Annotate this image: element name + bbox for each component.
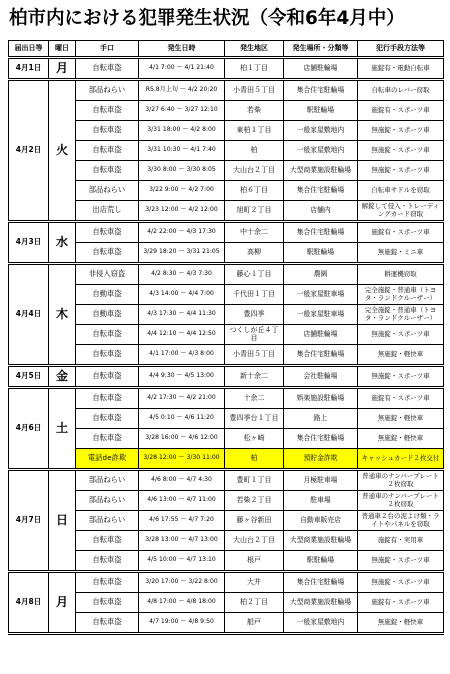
header-weekday: 曜日 bbox=[49, 41, 76, 58]
place-cell: 集合住宅駐輪場 bbox=[284, 345, 358, 366]
weekday-cell: 木 bbox=[49, 264, 76, 366]
district-cell: 旭町２丁目 bbox=[225, 201, 284, 222]
place-cell: 一般家屋敷地内 bbox=[284, 121, 358, 141]
weekday-cell: 火 bbox=[49, 80, 76, 222]
district-cell: 柏６丁目 bbox=[225, 181, 284, 201]
means-cell: 無施錠・スポーツ車 bbox=[358, 366, 444, 388]
report-date-cell: 4月5日 bbox=[9, 366, 49, 388]
place-cell: 会社駐輪場 bbox=[284, 366, 358, 388]
report-date-cell: 4月6日 bbox=[9, 388, 49, 470]
weekday-cell: 金 bbox=[49, 366, 76, 388]
header-method: 手口 bbox=[76, 41, 139, 58]
means-cell: 施錠有・実用車 bbox=[358, 531, 444, 551]
weekday-cell: 月 bbox=[49, 572, 76, 634]
method-cell: 部品ねらい bbox=[76, 470, 139, 491]
datetime-cell: 4/1 7:00 ～ 4/1 21:40 bbox=[139, 58, 225, 80]
district-cell: つくしが丘４丁目 bbox=[225, 325, 284, 345]
district-cell: 若柴 bbox=[225, 101, 284, 121]
district-cell: 中十余二 bbox=[225, 222, 284, 243]
table-row bbox=[9, 366, 444, 388]
datetime-cell: 4/2 17:30 ～ 4/2 21:00 bbox=[139, 388, 225, 409]
means-cell: 施錠有・スポーツ車 bbox=[358, 101, 444, 121]
means-cell: 無施錠・スポーツ車 bbox=[358, 551, 444, 572]
page-title: 柏市内における犯罪発生状況（令和6年4月中） bbox=[9, 8, 405, 29]
table-body bbox=[9, 58, 444, 634]
method-cell: 自動車盗 bbox=[76, 305, 139, 325]
report-date-cell: 4月4日 bbox=[9, 264, 49, 366]
report-date-cell: 4月7日 bbox=[9, 470, 49, 572]
method-cell: 自転車盗 bbox=[76, 613, 139, 634]
means-cell: 無施錠・スポーツ車 bbox=[358, 141, 444, 161]
datetime-cell: 4/7 19:00 ～ 4/8 9:50 bbox=[139, 613, 225, 634]
method-cell: 自転車盗 bbox=[76, 429, 139, 449]
report-date-cell: 4月1日 bbox=[9, 58, 49, 80]
means-cell: 無施錠・スポーツ車 bbox=[358, 121, 444, 141]
datetime-cell: 3/23 12:00 ～ 4/2 12:00 bbox=[139, 201, 225, 222]
datetime-cell: 4/3 17:30 ～ 4/4 11:30 bbox=[139, 305, 225, 325]
table-row bbox=[9, 388, 444, 409]
table-row bbox=[9, 470, 444, 491]
method-cell: 部品ねらい bbox=[76, 511, 139, 531]
header-place: 発生場所・分類等 bbox=[284, 41, 358, 58]
district-cell: 藤ヶ谷新田 bbox=[225, 511, 284, 531]
means-cell: 施錠有・電動自転車 bbox=[358, 58, 444, 80]
table-row bbox=[9, 572, 444, 593]
means-cell: 無施錠・スポーツ車 bbox=[358, 572, 444, 593]
means-cell: 施錠有・スポーツ車 bbox=[358, 388, 444, 409]
header-datetime: 発生日時 bbox=[139, 41, 225, 58]
header-district: 発生地区 bbox=[225, 41, 284, 58]
place-cell: 娯楽施設駐輪場 bbox=[284, 388, 358, 409]
means-cell: 耕運機窃取 bbox=[358, 264, 444, 285]
district-cell: 新十余二 bbox=[225, 366, 284, 388]
place-cell: 路上 bbox=[284, 409, 358, 429]
place-cell: 自動車販売店 bbox=[284, 511, 358, 531]
datetime-cell: 4/5 0:10 ～ 4/6 11:20 bbox=[139, 409, 225, 429]
report-date-cell: 4月2日 bbox=[9, 80, 49, 222]
method-cell: 自転車盗 bbox=[76, 345, 139, 366]
datetime-cell: 3/28 12:00 ～ 3/30 11:00 bbox=[139, 449, 225, 470]
method-cell: 自転車盗 bbox=[76, 409, 139, 429]
place-cell: 大型商業施設駐輪場 bbox=[284, 593, 358, 613]
report-date-cell: 4月8日 bbox=[9, 572, 49, 634]
place-cell: 駅駐輪場 bbox=[284, 243, 358, 264]
means-cell: 完全施錠・普通車（トヨタ・ランドクルーザー） bbox=[358, 285, 444, 305]
place-cell: 集合住宅駐輪場 bbox=[284, 572, 358, 593]
method-cell: 非侵入窃盗 bbox=[76, 264, 139, 285]
weekday-cell: 月 bbox=[49, 58, 76, 80]
district-cell: 柏 bbox=[225, 449, 284, 470]
datetime-cell: 4/6 13:00 ～ 4/7 11:00 bbox=[139, 491, 225, 511]
table-row bbox=[9, 264, 444, 285]
place-cell: 集合住宅駐輪場 bbox=[284, 80, 358, 101]
weekday-cell: 土 bbox=[49, 388, 76, 470]
district-cell: 大井 bbox=[225, 572, 284, 593]
datetime-cell: 4/5 10:00 ～ 4/7 13:10 bbox=[139, 551, 225, 572]
district-cell: 根戸 bbox=[225, 551, 284, 572]
place-cell: 集合住宅駐輪場 bbox=[284, 222, 358, 243]
report-date-cell: 4月3日 bbox=[9, 222, 49, 264]
method-cell: 自動車盗 bbox=[76, 285, 139, 305]
means-cell: 無施錠・軽快車 bbox=[358, 429, 444, 449]
district-cell: 豊町１丁目 bbox=[225, 470, 284, 491]
datetime-cell: 4/4 9:30 ～ 4/5 13:00 bbox=[139, 366, 225, 388]
district-cell: 千代田１丁目 bbox=[225, 285, 284, 305]
means-cell: 無施錠・ミニ車 bbox=[358, 243, 444, 264]
datetime-cell: 4/2 22:00 ～ 4/3 17:30 bbox=[139, 222, 225, 243]
place-cell: 一般家屋敷地内 bbox=[284, 613, 358, 634]
means-cell: 無施錠・スポーツ車 bbox=[358, 161, 444, 181]
district-cell: 東柏１丁目 bbox=[225, 121, 284, 141]
district-cell: 船戸 bbox=[225, 613, 284, 634]
means-cell: 無施錠・スポーツ車 bbox=[358, 325, 444, 345]
datetime-cell: 3/22 9:00 ～ 4/2 7:00 bbox=[139, 181, 225, 201]
district-cell: 豊四季台１丁目 bbox=[225, 409, 284, 429]
district-cell: 柏２丁目 bbox=[225, 593, 284, 613]
district-cell: 藤心１丁目 bbox=[225, 264, 284, 285]
district-cell: 小青田５丁目 bbox=[225, 345, 284, 366]
datetime-cell: 3/29 18:20 ～ 3/31 21:05 bbox=[139, 243, 225, 264]
district-cell: 若柴２丁目 bbox=[225, 491, 284, 511]
method-cell: 出店荒し bbox=[76, 201, 139, 222]
district-cell: 柏１丁目 bbox=[225, 58, 284, 80]
datetime-cell: 4/3 14:00 ～ 4/4 7:00 bbox=[139, 285, 225, 305]
means-cell: 自転車のレバー窃取 bbox=[358, 80, 444, 101]
datetime-cell: 3/28 16:00 ～ 4/6 12:00 bbox=[139, 429, 225, 449]
means-cell: 施錠有・スポーツ車 bbox=[358, 222, 444, 243]
place-cell: 農園 bbox=[284, 264, 358, 285]
datetime-cell: 4/2 8:30 ～ 4/3 7:30 bbox=[139, 264, 225, 285]
method-cell: 部品ねらい bbox=[76, 181, 139, 201]
datetime-cell: 4/6 8:00 ～ 4/7 4:30 bbox=[139, 470, 225, 491]
means-cell: 無施錠・軽快車 bbox=[358, 345, 444, 366]
place-cell: 一般家屋敷地内 bbox=[284, 141, 358, 161]
method-cell: 部品ねらい bbox=[76, 491, 139, 511]
district-cell: 小青田５丁目 bbox=[225, 80, 284, 101]
method-cell: 自転車盗 bbox=[76, 593, 139, 613]
place-cell: 駐車場 bbox=[284, 491, 358, 511]
place-cell: 駅駐輪場 bbox=[284, 101, 358, 121]
method-cell: 自転車盗 bbox=[76, 161, 139, 181]
place-cell: 店舗内 bbox=[284, 201, 358, 222]
method-cell: 自転車盗 bbox=[76, 366, 139, 388]
district-cell: 豊四季 bbox=[225, 305, 284, 325]
place-cell: 駅駐輪場 bbox=[284, 551, 358, 572]
means-cell: 無施錠・軽快車 bbox=[358, 613, 444, 634]
means-cell: キャッシュカード２枚交付 bbox=[358, 449, 444, 470]
district-cell: 十余二 bbox=[225, 388, 284, 409]
datetime-cell: 4/8 17:00 ～ 4/8 18:00 bbox=[139, 593, 225, 613]
means-cell: 普通車２台の泥よけ類・ライトやパネルを窃取 bbox=[358, 511, 444, 531]
means-cell: 解錠して侵入・トレーディングカード窃取 bbox=[358, 201, 444, 222]
datetime-cell: 3/30 8:00 ～ 3/30 8:05 bbox=[139, 161, 225, 181]
means-cell: 施錠有・スポーツ車 bbox=[358, 593, 444, 613]
place-cell: 大型商業施設駐輪場 bbox=[284, 161, 358, 181]
method-cell: 自転車盗 bbox=[76, 388, 139, 409]
header-report-date: 届出日等 bbox=[9, 41, 49, 58]
table-row bbox=[9, 222, 444, 243]
place-cell: 一般家屋駐車場 bbox=[284, 305, 358, 325]
method-cell: 自転車盗 bbox=[76, 243, 139, 264]
district-cell: 大山台２丁目 bbox=[225, 161, 284, 181]
means-cell: 無施錠・軽快車 bbox=[358, 409, 444, 429]
place-cell: 店舗駐輪場 bbox=[284, 58, 358, 80]
method-cell: 自転車盗 bbox=[76, 58, 139, 80]
district-cell: 松ヶ崎 bbox=[225, 429, 284, 449]
method-cell: 自転車盗 bbox=[76, 141, 139, 161]
datetime-cell: 4/6 17:55 ～ 4/7 7:20 bbox=[139, 511, 225, 531]
district-cell: 大山台２丁目 bbox=[225, 531, 284, 551]
place-cell: 預貯金詐欺 bbox=[284, 449, 358, 470]
method-cell: 自転車盗 bbox=[76, 222, 139, 243]
method-cell: 部品ねらい bbox=[76, 80, 139, 101]
method-cell: 自転車盗 bbox=[76, 101, 139, 121]
method-cell: 自転車盗 bbox=[76, 572, 139, 593]
means-cell: 普通車のナンバープレート２枚窃取 bbox=[358, 491, 444, 511]
place-cell: 店舗駐輪場 bbox=[284, 325, 358, 345]
datetime-cell: 3/31 18:00 ～ 4/2 8:00 bbox=[139, 121, 225, 141]
method-cell: 自転車盗 bbox=[76, 121, 139, 141]
method-cell: 自転車盗 bbox=[76, 551, 139, 572]
weekday-cell: 水 bbox=[49, 222, 76, 264]
table-header-row bbox=[9, 41, 444, 58]
place-cell: 一般家屋駐車場 bbox=[284, 285, 358, 305]
datetime-cell: 4/4 12:10 ～ 4/4 12:50 bbox=[139, 325, 225, 345]
method-cell: 自転車盗 bbox=[76, 325, 139, 345]
datetime-cell: R5.8月上旬 ～ 4/2 20:20 bbox=[139, 80, 225, 101]
datetime-cell: 3/20 17:00 ～ 3/22 8:00 bbox=[139, 572, 225, 593]
district-cell: 高柳 bbox=[225, 243, 284, 264]
method-cell: 自転車盗 bbox=[76, 531, 139, 551]
place-cell: 集合住宅駐輪場 bbox=[284, 181, 358, 201]
weekday-cell: 日 bbox=[49, 470, 76, 572]
means-cell: 自転車サドルを窃取 bbox=[358, 181, 444, 201]
datetime-cell: 3/27 6:40 ～ 3/27 12:10 bbox=[139, 101, 225, 121]
place-cell: 大型商業施設駐輪場 bbox=[284, 531, 358, 551]
place-cell: 月極駐車場 bbox=[284, 470, 358, 491]
district-cell: 柏 bbox=[225, 141, 284, 161]
place-cell: 集合住宅駐輪場 bbox=[284, 429, 358, 449]
datetime-cell: 4/1 17:00 ～ 4/3 8:00 bbox=[139, 345, 225, 366]
table-row bbox=[9, 58, 444, 80]
datetime-cell: 3/28 13:00 ～ 4/7 13:00 bbox=[139, 531, 225, 551]
means-cell: 普通車のナンバープレート２枚窃取 bbox=[358, 470, 444, 491]
header-means: 犯行手段方法等 bbox=[358, 41, 444, 58]
means-cell: 完全施錠・普通車（トヨタ・ランドクルーザー） bbox=[358, 305, 444, 325]
crime-table bbox=[8, 40, 444, 635]
table-row bbox=[9, 80, 444, 101]
method-cell: 電話de詐欺 bbox=[76, 449, 139, 470]
datetime-cell: 3/31 10:30 ～ 4/1 7:40 bbox=[139, 141, 225, 161]
